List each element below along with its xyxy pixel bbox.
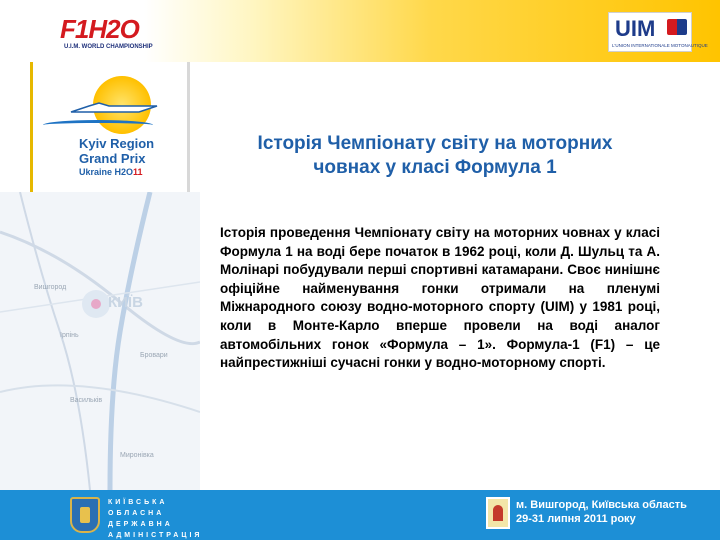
logo-h2o: H2O [114, 167, 134, 177]
uim-logo-subtitle: L'UNION INTERNATIONALE MOTONAUTIQUE [612, 43, 708, 48]
region-map [0, 192, 200, 490]
admin-line-1: КИЇВСЬКА [108, 499, 168, 506]
map-town-label: Вишгород [34, 284, 67, 291]
event-place: м. Вишгород, Київська область [516, 499, 687, 511]
f1h2o-logo-subtitle: U.I.M. WORLD CHAMPIONSHIP [64, 44, 153, 50]
f1h2o-logo [60, 14, 172, 56]
slide-title-line-2: човнах у класі Формула 1 [313, 157, 557, 178]
logo-line-1: Kyiv Region [79, 136, 155, 151]
uim-logo [608, 12, 708, 52]
slide-title [210, 132, 660, 180]
regional-administration-label [108, 497, 202, 540]
event-dates: 29-31 липня 2011 року [516, 513, 636, 525]
map-town-label: Ірпінь [60, 332, 79, 339]
coat-of-arms-inner [80, 507, 90, 523]
admin-line-4: АДМІНІСТРАЦІЯ [108, 532, 203, 539]
logo-country: Ukraine [79, 167, 115, 177]
vyshhorod-emblem-inner [493, 505, 503, 521]
admin-line-3: ДЕРЖАВНА [108, 521, 173, 528]
map-city-label: КИЇВ [108, 294, 143, 311]
uim-logo-text: UIM [615, 16, 656, 41]
event-location [516, 498, 687, 526]
slide-body: Історія проведення Чемпіонату світу на моторних човнах у класі Формула 1 на воді бере початок в 1962 році, коли Д. Шульц та А. Молінарі побудували перші спортивні катамарани. Своє нинішнє офіційне найменування гонки отримали на пленумі Міжнародного союзу водно-моторного спорту (UIM) у 1981 році, коли в Монте-Карло вперше провели на воді аналог автомобільних гонок «Формула – 1». Формула-1 (F1) – це найпрестижніші сучасні гонки у водно-моторному спорті. [220, 225, 660, 371]
map-roads [0, 192, 200, 490]
map-town-label: Бровари [140, 352, 168, 359]
map-town-label: Миронівка [120, 452, 154, 459]
boat-icon [69, 102, 159, 116]
f1h2o-logo-text: F1H2O [60, 14, 139, 44]
admin-line-2: ОБЛАСНА [108, 510, 165, 517]
logo-year: 11 [133, 167, 143, 177]
vyshhorod-emblem-icon [486, 497, 510, 529]
map-town-label: Васильків [70, 397, 103, 404]
coat-of-arms-icon [70, 497, 100, 533]
logo-line-3 [79, 167, 143, 177]
logo-line-2: Grand Prix [79, 151, 146, 166]
slide-title-line-1: Історія Чемпіонату світу на моторних [257, 133, 613, 154]
uim-flag-icon [667, 19, 687, 35]
wave-icon [43, 120, 153, 130]
kyiv-region-grand-prix-logo [30, 62, 190, 192]
